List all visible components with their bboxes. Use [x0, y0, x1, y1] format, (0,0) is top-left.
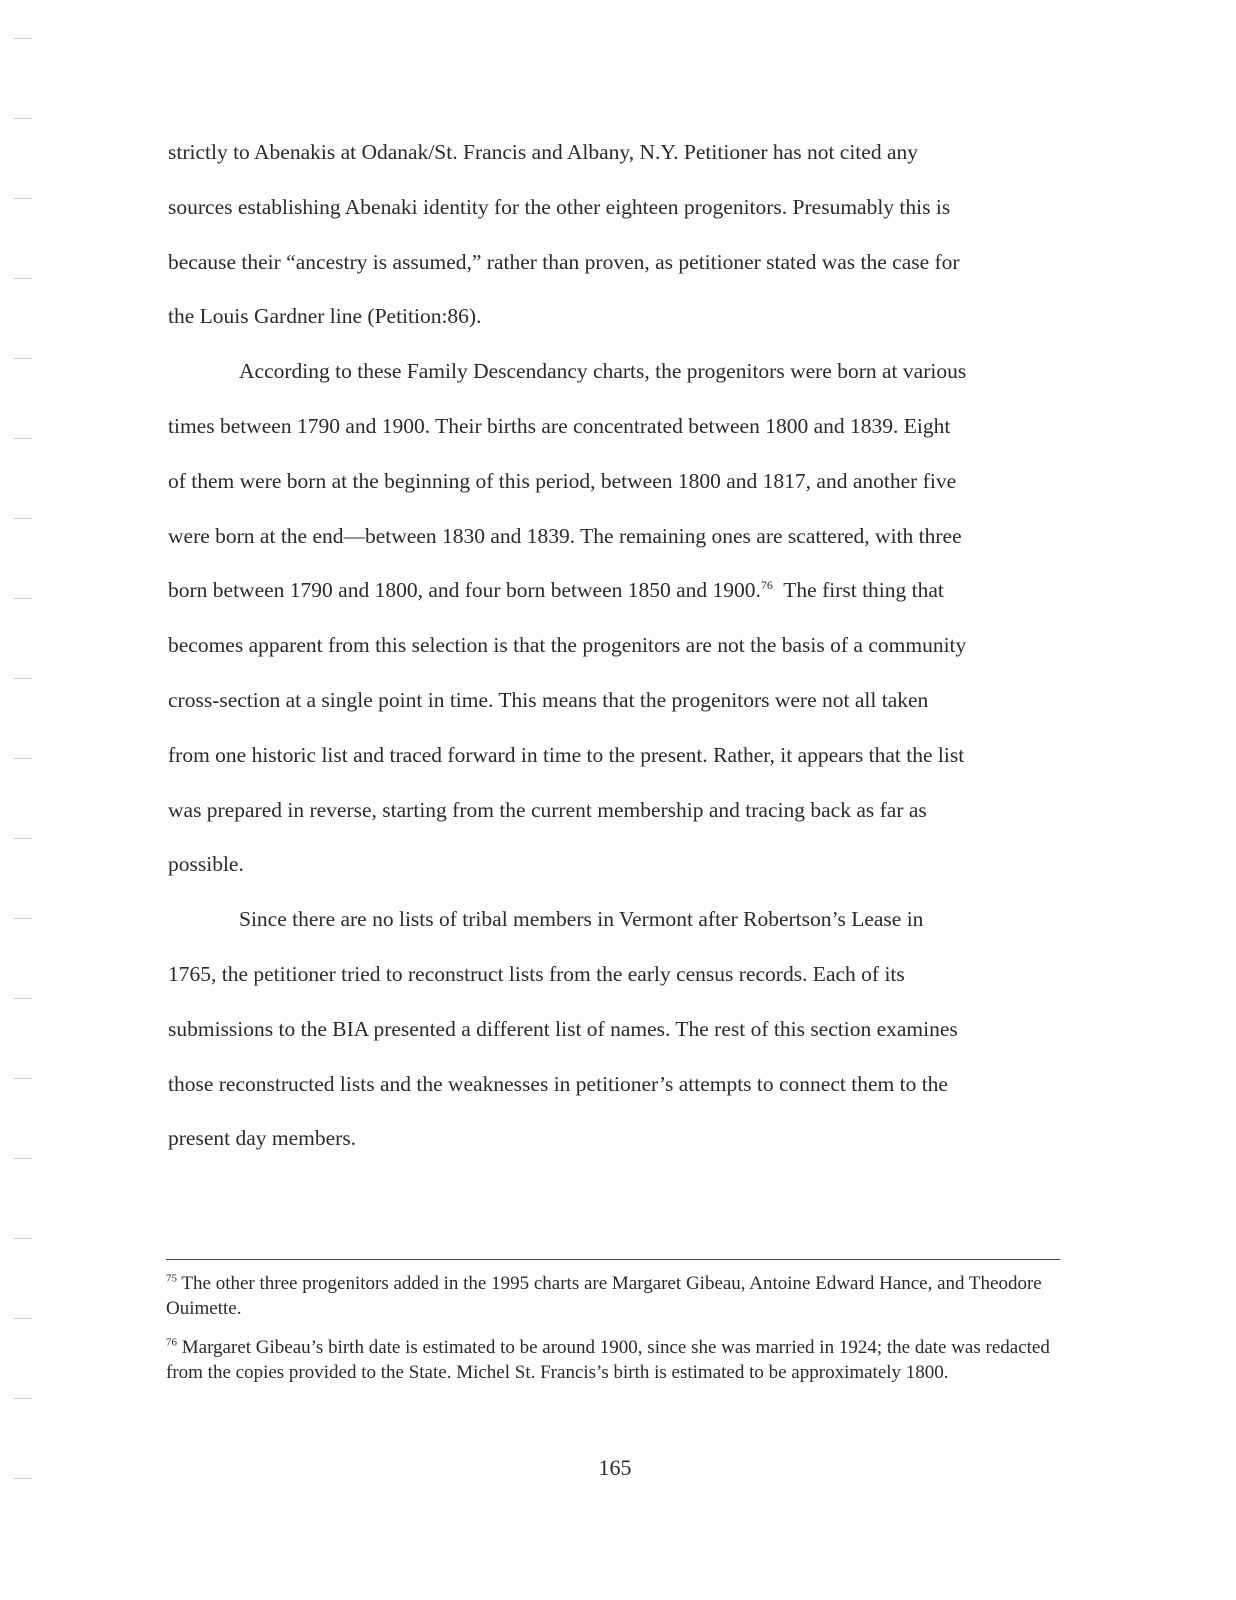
binder-mark [14, 998, 32, 999]
footnote-number: 75 [166, 1272, 177, 1285]
binder-mark [14, 1398, 32, 1399]
body-text [168, 133, 1068, 1174]
binder-mark [14, 278, 32, 279]
binder-mark [14, 1478, 32, 1479]
binder-mark [14, 438, 32, 439]
binder-mark [14, 918, 32, 919]
body-line-with-footnote-ref [168, 571, 1068, 626]
body-line: possible. [168, 852, 244, 877]
paragraph-start-line: Since there are no lists of tribal members in Vermont after Robertson’s Lease in [239, 907, 924, 932]
page-number: 165 [598, 1455, 632, 1480]
binder-mark [14, 1158, 32, 1159]
body-line: from one historic list and traced forward in time to the present. Rather, it appears that the list [168, 742, 965, 767]
body-line: sources establishing Abenaki identity for the other eighteen progenitors. Presumably this is [168, 194, 951, 219]
binder-edge [0, 0, 40, 1600]
footnote-divider [166, 1259, 1060, 1260]
body-line-text: born between 1790 and 1800, and four born between 1850 and 1900. [168, 578, 761, 603]
binder-mark [14, 1238, 32, 1239]
footnote-75 [166, 1271, 1062, 1321]
body-line: cross-section at a single point in time. This means that the progenitors were not all taken [168, 687, 929, 712]
paragraph-start-line: According to these Family Descendancy charts, the progenitors were born at various [239, 359, 967, 384]
binder-mark [14, 518, 32, 519]
binder-mark [14, 38, 32, 39]
body-line: was prepared in reverse, starting from the current membership and tracing back as far as [168, 797, 927, 822]
binder-mark [14, 1078, 32, 1079]
body-line: strictly to Abenakis at Odanak/St. Francis and Albany, N.Y. Petitioner has not cited any [168, 140, 918, 164]
footnote-text: The other three progenitors added in the 1995 charts are Margaret Gibeau, Antoine Edward Hance, and Theodore Ouimette. [166, 1273, 1042, 1319]
body-line: because their “ancestry is assumed,” rather than proven, as petitioner stated was the case for [168, 249, 960, 274]
footnote-76 [166, 1335, 1062, 1385]
binder-mark [14, 358, 32, 359]
binder-mark [14, 198, 32, 199]
footnote-number: 76 [166, 1336, 177, 1349]
footnote-reference-76[interactable]: 76 [760, 578, 773, 593]
binder-mark [14, 1318, 32, 1319]
body-line: were born at the end—between 1830 and 1839. The remaining ones are scattered, with three [168, 523, 962, 548]
body-line: those reconstructed lists and the weaknesses in petitioner’s attempts to connect them to the [168, 1071, 948, 1096]
binder-mark [14, 118, 32, 119]
body-line: 1765, the petitioner tried to reconstruct lists from the early census records. Each of its [168, 961, 905, 986]
binder-mark [14, 598, 32, 599]
body-line: of them were born at the beginning of this period, between 1800 and 1817, and another five [168, 468, 957, 493]
body-line: times between 1790 and 1900. Their births are concentrated between 1800 and 1839. Eight [168, 413, 951, 438]
footnote-text: Margaret Gibeau’s birth date is estimated to be around 1900, since she was married in 1924; the date was redacted from the copies provided to the State. Michel St. Francis’s birth is estimated to be approximately 1800. [166, 1337, 1050, 1383]
body-line: present day members. [168, 1126, 357, 1151]
body-line-text-after: The first thing that [772, 578, 944, 603]
binder-mark [14, 758, 32, 759]
footnotes [166, 1271, 1062, 1399]
binder-mark [14, 838, 32, 839]
body-line: becomes apparent from this selection is that the progenitors are not the basis of a community [168, 633, 967, 658]
binder-mark [14, 678, 32, 679]
body-line: submissions to the BIA presented a different list of names. The rest of this section examines [168, 1016, 958, 1041]
body-line: the Louis Gardner line (Petition:86). [168, 304, 482, 329]
